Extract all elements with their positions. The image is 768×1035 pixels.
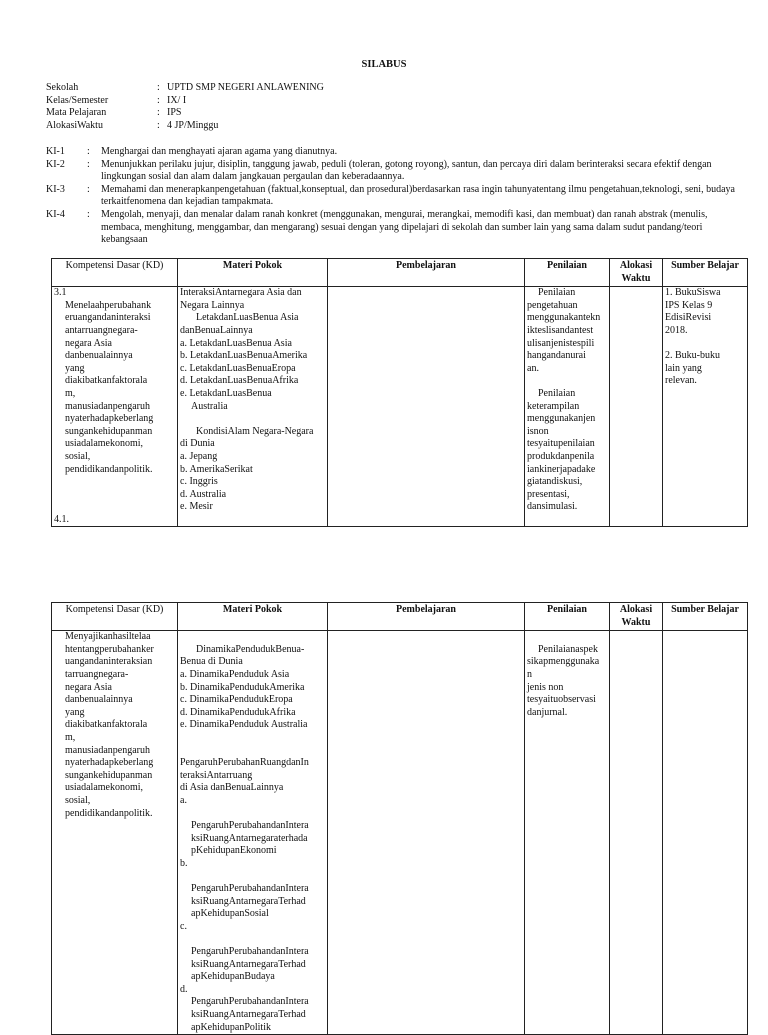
syllabus-table-1: [51, 258, 748, 527]
list-item: a. Jepang: [180, 450, 218, 462]
kd-cell: [52, 287, 178, 527]
header-materi: Materi Pokok: [178, 603, 328, 631]
header-sumber: Sumber Belajar: [663, 603, 748, 631]
kd-cell: [52, 631, 178, 1035]
header-pembelajaran: Pembelajaran: [328, 603, 525, 631]
penilaian-cell: [525, 287, 610, 527]
materi-cell: [178, 631, 328, 1035]
kd-text: Menelaahperubahank eruangandaninteraksi antarruangnegara- negara Asia danbenualainnya yang diakibatkanfaktorala m, manusiadanpengaruh nyaterhadapkeberlang sungankehidupanman usiadalamekonomi, sosial, pendidikandanpolitik.: [65, 299, 154, 475]
ki-text: Menunjukkan perilaku jujur, disiplin, tanggung jawab, peduli (toleran, gotong royong), santun, dan percaya diri dalam berinteraksi secara efektif dengan lingkungan sosial dan alam dalam jangkauan pergaulan dan keberadaannya.: [101, 158, 712, 183]
school-info: [46, 82, 324, 132]
info-value: UPTD SMP NEGERI ANLAWENING: [167, 82, 324, 93]
list-item: c. LetakdanLuasBenuaEropa: [180, 362, 296, 374]
list-letter: d.: [180, 983, 188, 995]
list-letter: a.: [180, 794, 187, 806]
header-sumber: Sumber Belajar: [663, 259, 748, 287]
header-alokasi: Alokasi Waktu: [610, 603, 663, 631]
ki-text: Menghargai dan menghayati ajaran agama yang dianutnya.: [101, 146, 338, 157]
pembelajaran-cell: [328, 631, 525, 1035]
list-item: e. Mesir: [180, 501, 213, 513]
list-item: e. DinamikaPenduduk Australia: [180, 719, 308, 731]
table-row: [52, 631, 748, 1035]
penilaian-text: pengetahuan menggunakantekn ikteslisandantest ulisanjenistespili hangandanurai an.: [527, 299, 601, 374]
list-item: d. LetakdanLuasBenuaAfrika: [180, 375, 299, 387]
list-letter: b.: [180, 857, 188, 869]
alokasi-cell: [610, 631, 663, 1035]
info-row-subject: Mata Pelajaran : IPS: [46, 107, 182, 119]
alokasi-cell: [610, 287, 663, 527]
list-item: PengaruhPerubahandanIntera ksiRuangAntarnegaraTerhad apKehidupanBudaya: [191, 946, 309, 983]
pembelajaran-cell: [328, 287, 525, 527]
ki-row: KI-3 : Memahami dan menerapkanpengetahuan (faktual,konseptual, dan prosedural)berdasarkan rasa ingin tahunyatentang ilmu pengetahuan,teknologi, seni, budaya terkaitfenomena dan kejadian tampakmata.: [46, 184, 742, 209]
info-label: Sekolah: [46, 82, 79, 93]
sumber-cell: [663, 631, 748, 1035]
penilaian-cell: [525, 631, 610, 1035]
table-header-row: [52, 603, 748, 631]
list-item: c. Inggris: [180, 476, 218, 488]
penilaian-heading: Penilaianaspek: [538, 643, 598, 655]
materi-title: InteraksiAntarnegara Asia dan Negara Lainnya: [180, 287, 302, 311]
header-kd: Kompetensi Dasar (KD): [52, 603, 178, 631]
list-item: d. Australia: [180, 488, 227, 500]
list-item: b. AmerikaSerikat: [180, 463, 253, 475]
materi-subheading: LetakdanLuasBenua Asia danBenuaLainnya: [180, 312, 299, 336]
list-item: PengaruhPerubahandanIntera ksiRuangAntarnegaraTerhad apKehidupanPolitik: [191, 996, 309, 1033]
info-label: Mata Pelajaran: [46, 107, 107, 119]
info-row-time: AlokasiWaktu : 4 JP/Minggu: [46, 119, 219, 131]
penilaian-heading: Penilaian: [538, 387, 576, 399]
header-pembelajaran: Pembelajaran: [328, 259, 525, 287]
ki-text: Mengolah, menyaji, dan menalar dalam ranah konkret (menggunakan, mengurai, merangkai, memodifi kasi, dan membuat) dan ranah abstrak (menulis, membaca, menghitung, menggambar, dan mengarang) sesuai dengan yang dipelajari di sekolah dan sumber lain yang sama dalam sudut pandang/teori kebangsaan: [101, 208, 708, 246]
kd-number: 4.1.: [54, 513, 69, 525]
list-letter: c.: [180, 920, 187, 932]
kd-number: 3.1: [54, 287, 67, 299]
ki-row: KI-4 : Mengolah, menyaji, dan menalar dalam ranah konkret (menggunakan, mengurai, merangkai, memodifi kasi, dan membuat) dan ranah abstrak (menulis, membaca, menghitung, menggambar, dan mengarang) sesuai dengan yang dipelajari di sekolah dan sumber lain yang sama dalam sudut pandang/teori kebangsaan: [46, 209, 742, 247]
sumber-item: 1. BukuSiswa IPS Kelas 9 EdisiRevisi 2018.: [665, 287, 721, 336]
info-value: IX/ I: [167, 94, 187, 106]
sumber-item: 2. Buku-buku lain yang relevan.: [665, 350, 720, 387]
penilaian-heading: Penilaian: [538, 287, 576, 299]
list-item: PengaruhPerubahandanIntera ksiRuangAntarnegaraTerhad apKehidupanSosial: [191, 883, 309, 920]
document-title: SILABUS: [361, 59, 407, 70]
ki-label: KI-3: [46, 183, 65, 195]
info-value: IPS: [167, 107, 182, 119]
header-penilaian: Penilaian: [525, 603, 610, 631]
list-item: d. DinamikaPendudukAfrika: [180, 706, 296, 718]
materi-subheading: DinamikaPendudukBenua- Benua di Dunia: [180, 643, 305, 668]
materi-subheading: KondisiAlam Negara-Negara di Dunia: [180, 425, 314, 450]
info-value: 4 JP/Minggu: [167, 119, 219, 131]
info-label: AlokasiWaktu: [46, 119, 103, 131]
kd-text: Menyajikanhasiltelaa htentangperubahanker uangandaninteraksian tarruangnegara- negara Asia danbenualainnya yang diakibatkanfaktorala m, manusiadanpengaruh nyaterhadapkeberlang sungankehidupanman usiadalamekonomi, sosial, pendidikandanpolitik.: [65, 631, 154, 819]
materi-cell: [178, 287, 328, 527]
core-competencies: [46, 146, 742, 247]
table-row: [52, 287, 748, 527]
ki-label: KI-1: [46, 146, 65, 157]
info-row-class: Kelas/Semester : IX/ I: [46, 94, 187, 106]
header-materi: Materi Pokok: [178, 259, 328, 287]
list-item: b. LetakdanLuasBenuaAmerika: [180, 350, 308, 362]
header-kd: Kompetensi Dasar (KD): [52, 259, 178, 287]
info-label: Kelas/Semester: [46, 94, 109, 106]
list-item-continuation: Australia: [191, 400, 228, 412]
ki-text: Memahami dan menerapkanpengetahuan (faktual,konseptual, dan prosedural)berdasarkan rasa ingin tahunyatentang ilmu pengetahuan,teknologi, seni, budaya terkaitfenomena dan kejadian tampakmata.: [101, 183, 735, 208]
ki-row: KI-1 : Menghargai dan menghayati ajaran agama yang dianutnya.: [46, 146, 742, 159]
list-item: a. DinamikaPenduduk Asia: [180, 668, 290, 680]
table-header-row: [52, 259, 748, 287]
list-item: a. LetakdanLuasBenua Asia: [180, 337, 292, 349]
materi-subheading: PengaruhPerubahanRuangdanIn teraksiAntarruang di Asia danBenuaLainnya: [180, 757, 309, 794]
syllabus-table-2: [51, 602, 748, 1035]
sumber-cell: [663, 287, 748, 527]
ki-label: KI-2: [46, 158, 65, 170]
info-row-school: Sekolah : UPTD SMP NEGERI ANLAWENING: [46, 82, 324, 93]
penilaian-text: sikapmenggunaka n jenis non tesyaituobservasi danjurnal.: [527, 656, 600, 718]
header-penilaian: Penilaian: [525, 259, 610, 287]
penilaian-text: keterampilan menggunakanjen isnon tesyaitupenilaian produkdanpenila iankinerjapadake giatandiskusi, presentasi, dansimulasi.: [527, 400, 596, 513]
list-item: c. DinamikaPendudukEropa: [180, 694, 293, 706]
list-item: b. DinamikaPendudukAmerika: [180, 681, 305, 693]
ki-row: KI-2 : Menunjukkan perilaku jujur, disiplin, tanggung jawab, peduli (toleran, gotong royong), santun, dan percaya diri dalam berinteraksi secara efektif dengan lingkungan sosial dan alam dalam jangkauan pergaulan dan keberadaannya.: [46, 159, 742, 184]
ki-label: KI-4: [46, 208, 65, 220]
header-alokasi: Alokasi Waktu: [610, 259, 663, 287]
list-item: e. LetakdanLuasBenua: [180, 387, 272, 399]
list-item: PengaruhPerubahandanIntera ksiRuangAntarnegaraterhada pKehidupanEkonomi: [191, 820, 309, 857]
